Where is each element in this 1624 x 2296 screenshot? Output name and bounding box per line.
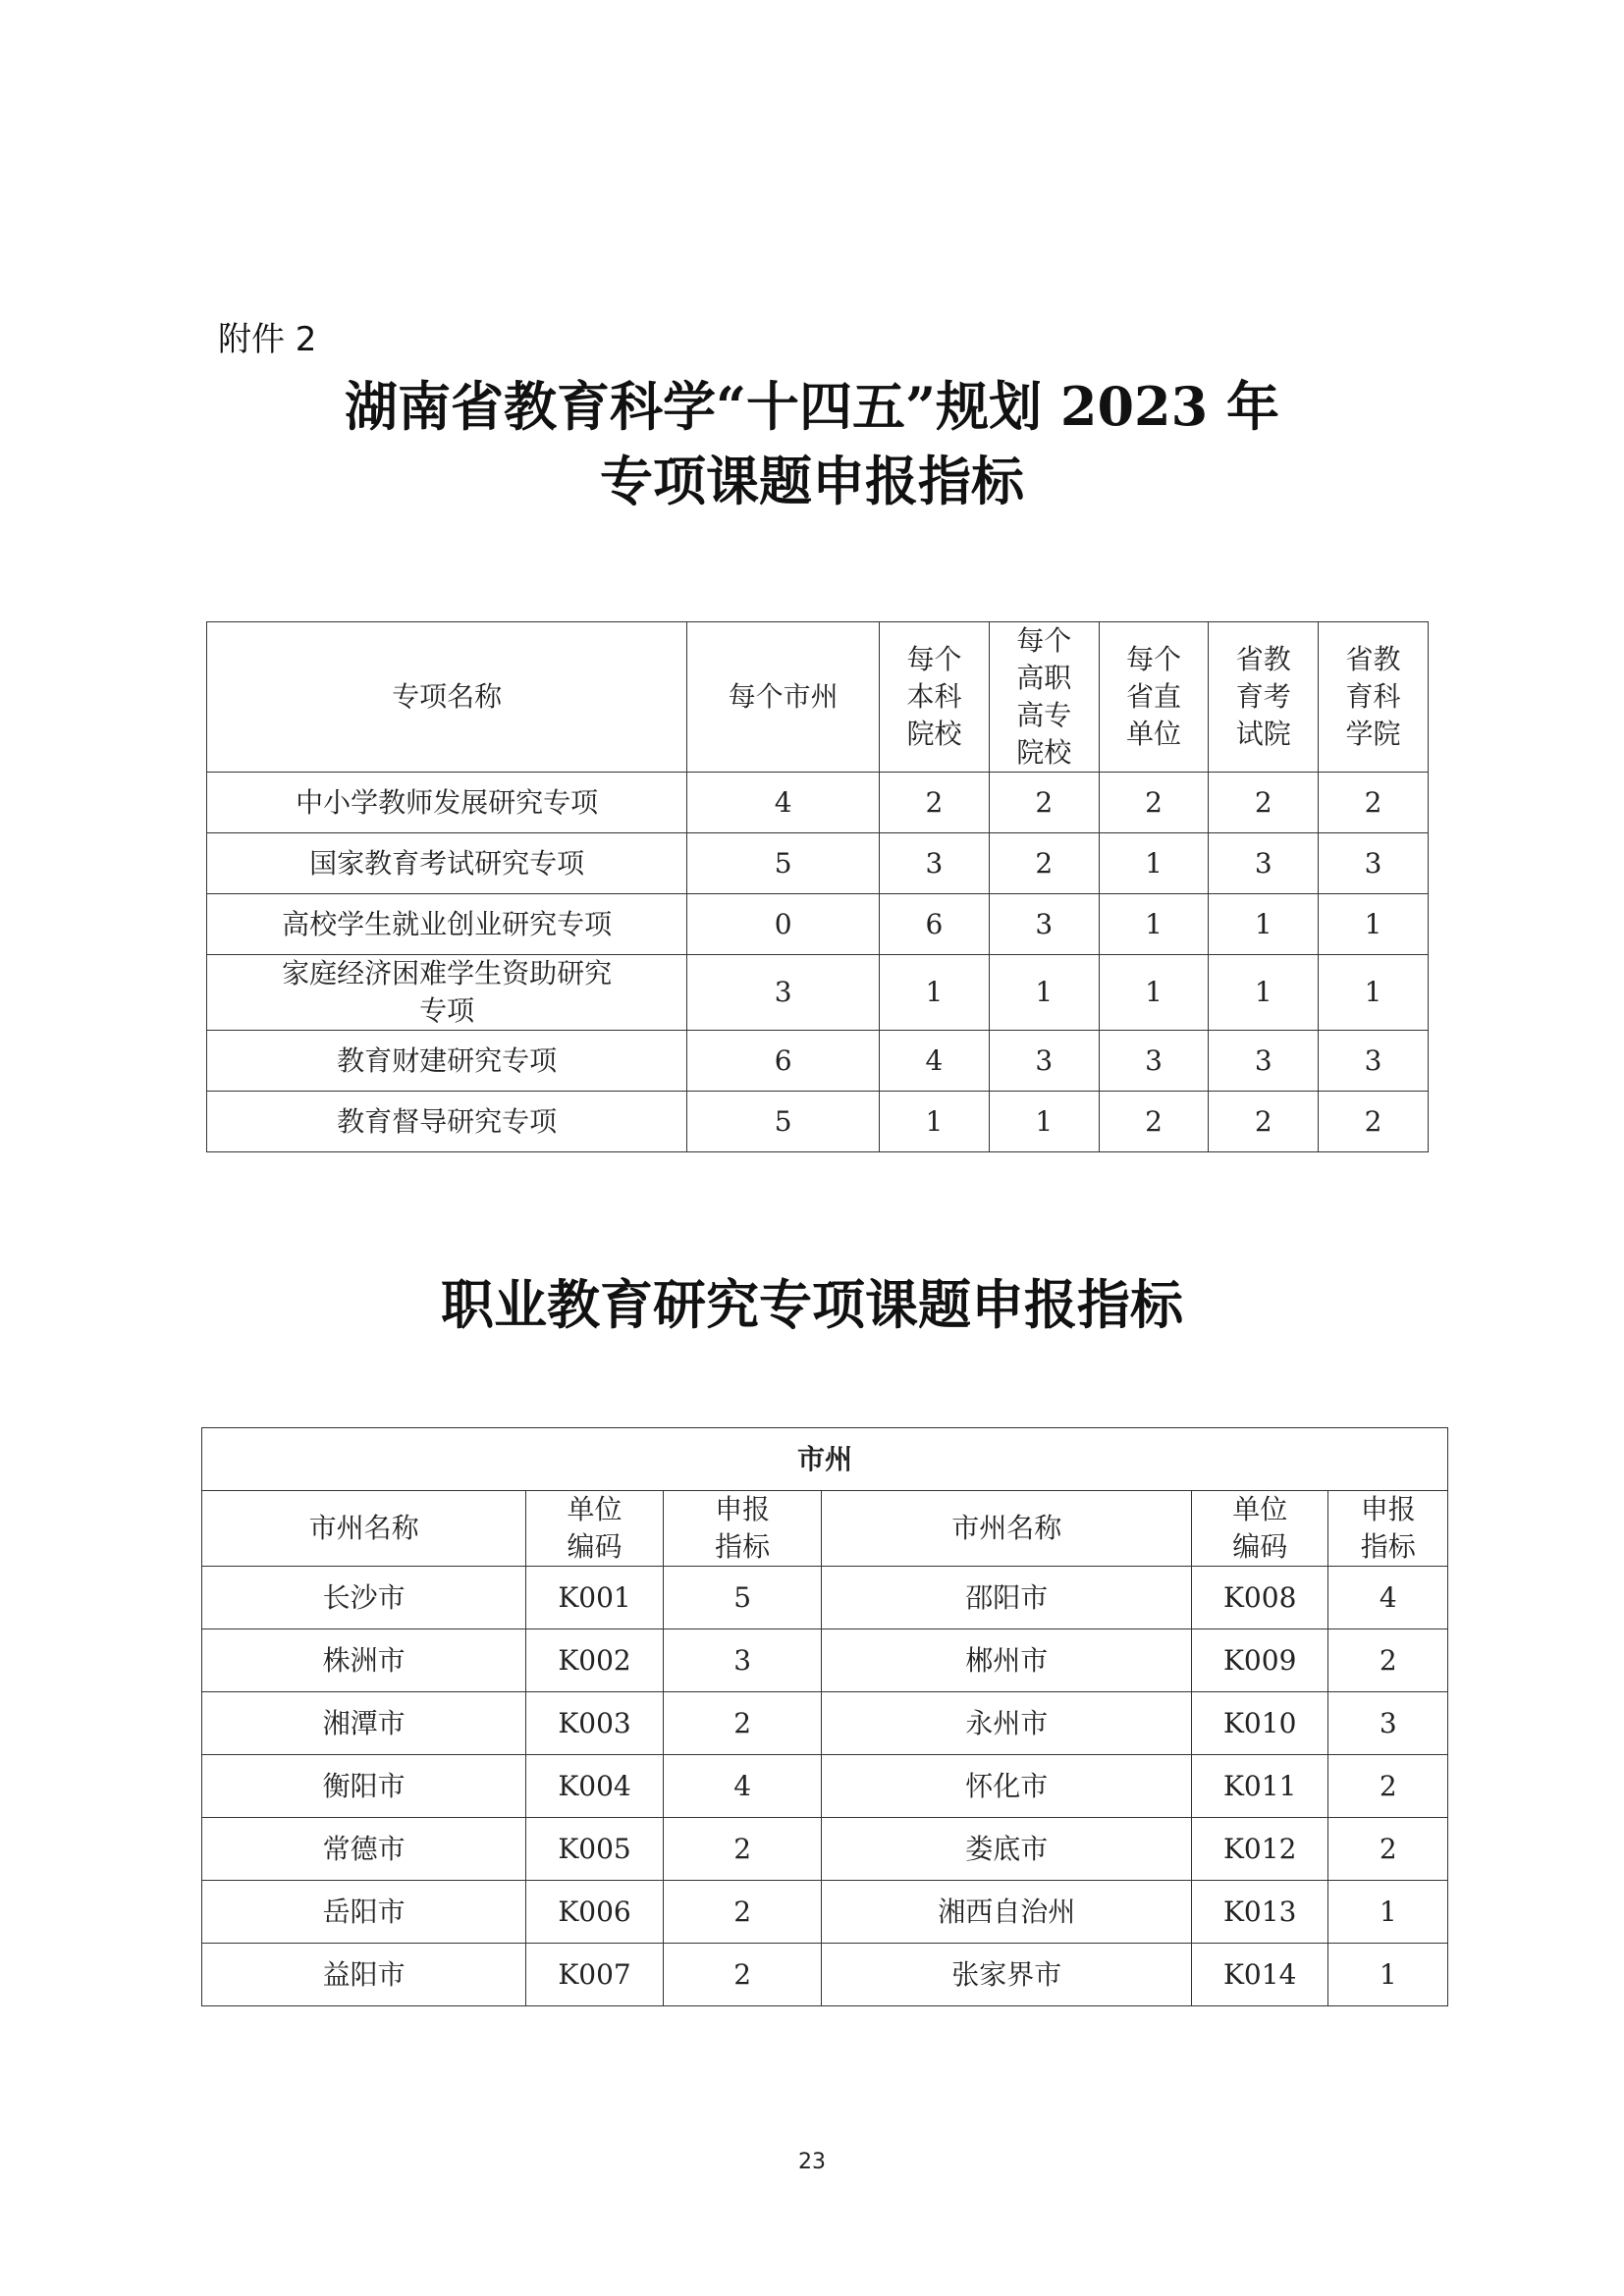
table-row bbox=[207, 833, 1429, 894]
header-per-provincial-unit-text: 每个省直单位 bbox=[1125, 643, 1181, 750]
city-name: 株洲市 bbox=[202, 1629, 526, 1692]
quota-cell: 2 bbox=[1209, 773, 1319, 833]
vocational-quota-table bbox=[201, 1427, 1448, 2006]
table-header-row bbox=[207, 622, 1429, 773]
city-name: 永州市 bbox=[822, 1692, 1191, 1755]
quota-cell: 3 bbox=[989, 894, 1099, 955]
table-row bbox=[202, 1881, 1448, 1944]
table-row bbox=[202, 1818, 1448, 1881]
quota-cell: 2 bbox=[989, 833, 1099, 894]
city-name: 郴州市 bbox=[822, 1629, 1191, 1692]
vocational-section-title: 职业教育研究专项课题申报指标 bbox=[441, 1273, 1183, 1336]
unit-code: K013 bbox=[1191, 1881, 1328, 1944]
quota-cell: 1 bbox=[1099, 833, 1209, 894]
quota-cell: 1 bbox=[1319, 955, 1429, 1031]
quota-cell: 3 bbox=[989, 1031, 1099, 1092]
project-name: 高校学生就业创业研究专项 bbox=[207, 894, 687, 955]
quota-cell: 0 bbox=[687, 894, 880, 955]
unit-code: K010 bbox=[1191, 1692, 1328, 1755]
unit-code: K001 bbox=[526, 1567, 664, 1629]
quota-cell: 5 bbox=[687, 1092, 880, 1152]
project-name-text: 家庭经济困难学生资助研究专项 bbox=[282, 957, 613, 1027]
quota-cell: 3 bbox=[687, 955, 880, 1031]
quota-cell: 3 bbox=[663, 1629, 822, 1692]
unit-code: K005 bbox=[526, 1818, 664, 1881]
table-row bbox=[202, 1944, 1448, 2006]
quota-cell: 3 bbox=[1099, 1031, 1209, 1092]
header-per-university-text: 每个本科院校 bbox=[906, 643, 962, 750]
unit-code: K007 bbox=[526, 1944, 664, 2006]
city-name: 衡阳市 bbox=[202, 1755, 526, 1818]
table-row bbox=[202, 1567, 1448, 1629]
unit-code: K003 bbox=[526, 1692, 664, 1755]
header-per-vocational-college bbox=[989, 622, 1099, 773]
table-group-header-row bbox=[202, 1428, 1448, 1491]
table-row bbox=[207, 955, 1429, 1031]
header-city-name: 市州名称 bbox=[202, 1491, 526, 1567]
quota-cell: 4 bbox=[880, 1031, 990, 1092]
table-row bbox=[207, 773, 1429, 833]
table-row bbox=[207, 1031, 1429, 1092]
quota-cell: 1 bbox=[1319, 894, 1429, 955]
quota-cell: 1 bbox=[880, 955, 990, 1031]
quota-cell: 2 bbox=[663, 1818, 822, 1881]
quota-cell: 1 bbox=[989, 955, 1099, 1031]
quota-cell: 3 bbox=[1209, 833, 1319, 894]
header-exam-institute bbox=[1209, 622, 1319, 773]
title-line-2: 专项课题申报指标 bbox=[600, 450, 1024, 512]
special-project-quota-table bbox=[206, 621, 1429, 1152]
quota-cell: 2 bbox=[663, 1944, 822, 2006]
header-per-university bbox=[880, 622, 990, 773]
header-quota-text: 申报指标 bbox=[715, 1493, 771, 1563]
quota-cell: 3 bbox=[1319, 833, 1429, 894]
quota-cell: 1 bbox=[1209, 955, 1319, 1031]
project-name: 教育督导研究专项 bbox=[207, 1092, 687, 1152]
quota-cell: 5 bbox=[663, 1567, 822, 1629]
quota-cell: 2 bbox=[989, 773, 1099, 833]
city-name: 邵阳市 bbox=[822, 1567, 1191, 1629]
quota-cell: 3 bbox=[1209, 1031, 1319, 1092]
document-title bbox=[0, 369, 1624, 518]
header-per-vocational-college-text: 每个高职高专院校 bbox=[1016, 624, 1072, 769]
quota-cell: 5 bbox=[687, 833, 880, 894]
title-line-1: 湖南省教育科学“十四五”规划 2023 年 bbox=[344, 375, 1279, 438]
quota-cell: 4 bbox=[687, 773, 880, 833]
table-row bbox=[207, 894, 1429, 955]
quota-cell: 2 bbox=[663, 1692, 822, 1755]
attachment-label: 附件 2 bbox=[218, 320, 317, 359]
unit-code: K002 bbox=[526, 1629, 664, 1692]
quota-cell: 4 bbox=[663, 1755, 822, 1818]
quota-cell: 2 bbox=[1099, 1092, 1209, 1152]
header-quota bbox=[663, 1491, 822, 1567]
city-name: 常德市 bbox=[202, 1818, 526, 1881]
header-exam-institute-text: 省教育考试院 bbox=[1235, 643, 1291, 750]
unit-code: K011 bbox=[1191, 1755, 1328, 1818]
quota-cell: 1 bbox=[1099, 955, 1209, 1031]
table-row bbox=[202, 1755, 1448, 1818]
quota-cell: 3 bbox=[880, 833, 990, 894]
unit-code: K009 bbox=[1191, 1629, 1328, 1692]
quota-cell: 2 bbox=[1328, 1629, 1448, 1692]
table-row bbox=[202, 1629, 1448, 1692]
city-name: 湘西自治州 bbox=[822, 1881, 1191, 1944]
quota-cell: 2 bbox=[880, 773, 990, 833]
quota-cell: 3 bbox=[1328, 1692, 1448, 1755]
project-name: 中小学教师发展研究专项 bbox=[207, 773, 687, 833]
quota-cell: 4 bbox=[1328, 1567, 1448, 1629]
city-name: 岳阳市 bbox=[202, 1881, 526, 1944]
city-name: 怀化市 bbox=[822, 1755, 1191, 1818]
unit-code: K012 bbox=[1191, 1818, 1328, 1881]
unit-code: K006 bbox=[526, 1881, 664, 1944]
table-row bbox=[202, 1692, 1448, 1755]
quota-cell: 1 bbox=[1209, 894, 1319, 955]
quota-cell: 2 bbox=[1328, 1818, 1448, 1881]
city-name: 湘潭市 bbox=[202, 1692, 526, 1755]
quota-cell: 1 bbox=[1328, 1944, 1448, 2006]
unit-code: K004 bbox=[526, 1755, 664, 1818]
header-quota-text: 申报指标 bbox=[1360, 1493, 1416, 1563]
project-name: 国家教育考试研究专项 bbox=[207, 833, 687, 894]
table-row bbox=[207, 1092, 1429, 1152]
header-unit-code-text: 单位编码 bbox=[567, 1493, 623, 1563]
quota-cell: 2 bbox=[1319, 1092, 1429, 1152]
unit-code: K008 bbox=[1191, 1567, 1328, 1629]
quota-cell: 1 bbox=[1099, 894, 1209, 955]
quota-cell: 2 bbox=[663, 1881, 822, 1944]
project-name bbox=[207, 955, 687, 1031]
group-header-city: 市州 bbox=[202, 1428, 1448, 1491]
header-project-name: 专项名称 bbox=[207, 622, 687, 773]
project-name: 教育财建研究专项 bbox=[207, 1031, 687, 1092]
header-per-city: 每个市州 bbox=[687, 622, 880, 773]
page-number: 23 bbox=[798, 2150, 826, 2174]
header-science-institute-text: 省教育科学院 bbox=[1345, 643, 1401, 750]
quota-cell: 1 bbox=[989, 1092, 1099, 1152]
quota-cell: 2 bbox=[1209, 1092, 1319, 1152]
city-name: 张家界市 bbox=[822, 1944, 1191, 2006]
quota-cell: 6 bbox=[880, 894, 990, 955]
quota-cell: 2 bbox=[1099, 773, 1209, 833]
header-per-provincial-unit bbox=[1099, 622, 1209, 773]
quota-cell: 1 bbox=[880, 1092, 990, 1152]
header-quota bbox=[1328, 1491, 1448, 1567]
header-unit-code bbox=[526, 1491, 664, 1567]
header-science-institute bbox=[1319, 622, 1429, 773]
quota-cell: 2 bbox=[1319, 773, 1429, 833]
table-header-row bbox=[202, 1491, 1448, 1567]
city-name: 长沙市 bbox=[202, 1567, 526, 1629]
header-city-name: 市州名称 bbox=[822, 1491, 1191, 1567]
quota-cell: 6 bbox=[687, 1031, 880, 1092]
header-unit-code-text: 单位编码 bbox=[1232, 1493, 1288, 1563]
quota-cell: 3 bbox=[1319, 1031, 1429, 1092]
unit-code: K014 bbox=[1191, 1944, 1328, 2006]
quota-cell: 1 bbox=[1328, 1881, 1448, 1944]
city-name: 益阳市 bbox=[202, 1944, 526, 2006]
header-unit-code bbox=[1191, 1491, 1328, 1567]
city-name: 娄底市 bbox=[822, 1818, 1191, 1881]
quota-cell: 2 bbox=[1328, 1755, 1448, 1818]
